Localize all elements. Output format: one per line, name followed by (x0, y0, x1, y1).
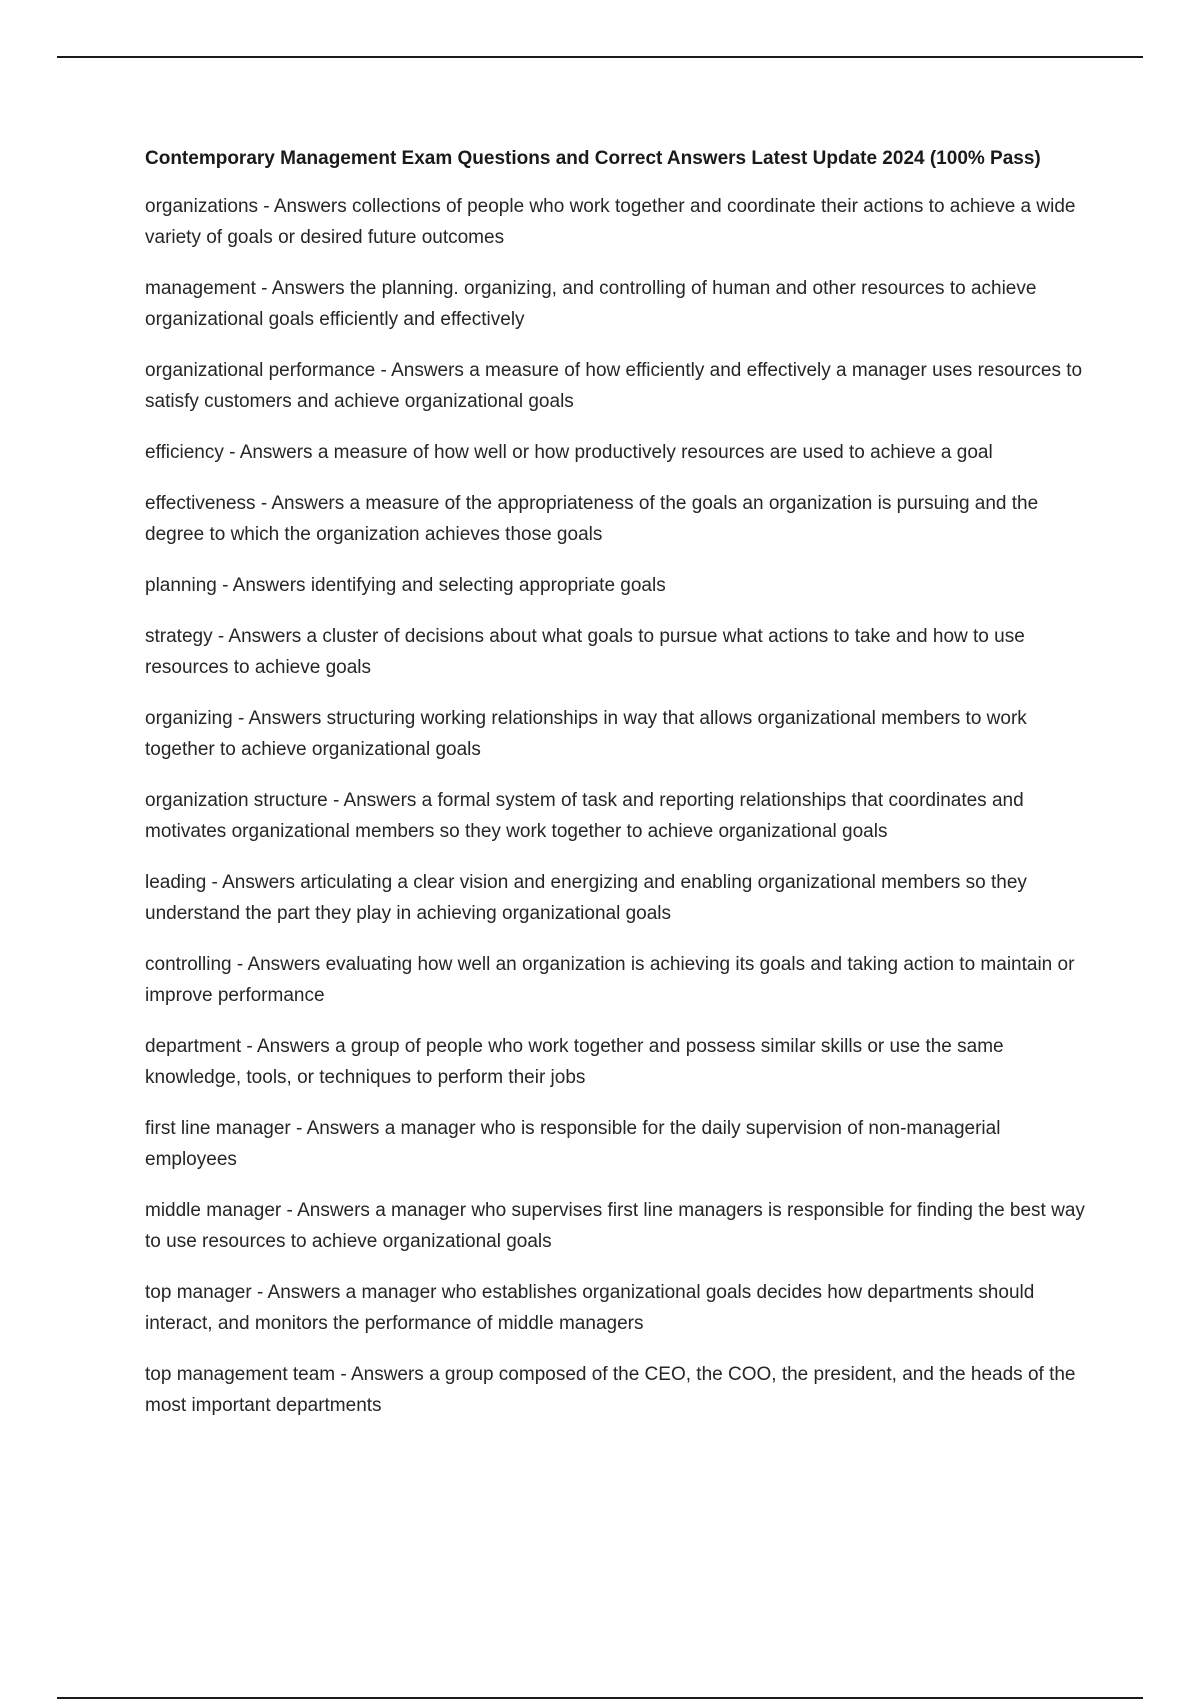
document-body (145, 144, 1095, 1441)
entry-effectiveness: effectiveness - Answers a measure of the appropriateness of the goals an organization is pursuing and the degree to which the organization achieves those goals (145, 493, 1039, 545)
header-rule (57, 56, 1143, 58)
footer-rule (57, 1697, 1143, 1699)
entry-efficiency: efficiency - Answers a measure of how well or how productively resources are used to achieve a goal (145, 442, 993, 463)
entry-organization-structure: organization structure - Answers a formal system of task and reporting relationships that coordinates and motivates organizational members so they work together to achieve organizational goals (145, 790, 1024, 842)
entry-organizational-performance: organizational performance - Answers a measure of how efficiently and effectively a manager uses resources to satisfy customers and achieve organizational goals (145, 360, 1083, 412)
entry-first-line-manager: first line manager - Answers a manager who is responsible for the daily supervision of non-managerial employees (145, 1118, 1001, 1170)
document-title: Contemporary Management Exam Questions and Correct Answers Latest Update 2024 (100% Pass) (145, 148, 1041, 169)
entry-middle-manager: middle manager - Answers a manager who supervises first line managers is responsible for finding the best way to use resources to achieve organizational goals (145, 1200, 1085, 1252)
entry-planning: planning - Answers identifying and selecting appropriate goals (145, 575, 666, 596)
entry-top-management-team: top management team - Answers a group composed of the CEO, the COO, the president, and the heads of the most important departments (145, 1364, 1076, 1416)
entry-leading: leading - Answers articulating a clear vision and energizing and enabling organizational members so they understand the part they play in achieving organizational goals (145, 872, 1027, 924)
entry-controlling: controlling - Answers evaluating how well an organization is achieving its goals and taking action to maintain or improve performance (145, 954, 1075, 1006)
entry-department: department - Answers a group of people who work together and possess similar skills or use the same knowledge, tools, or techniques to perform their jobs (145, 1036, 1004, 1088)
entry-management: management - Answers the planning. organizing, and controlling of human and other resources to achieve organizational goals efficiently and effectively (145, 278, 1037, 330)
entry-top-manager: top manager - Answers a manager who establishes organizational goals decides how departments should interact, and monitors the performance of middle managers (145, 1282, 1035, 1334)
entry-strategy: strategy - Answers a cluster of decisions about what goals to pursue what actions to take and how to use resources to achieve goals (145, 626, 1025, 678)
entry-organizing: organizing - Answers structuring working relationships in way that allows organizational members to work together to achieve organizational goals (145, 708, 1027, 760)
entry-organizations: organizations - Answers collections of people who work together and coordinate their actions to achieve a wide variety of goals or desired future outcomes (145, 196, 1076, 248)
